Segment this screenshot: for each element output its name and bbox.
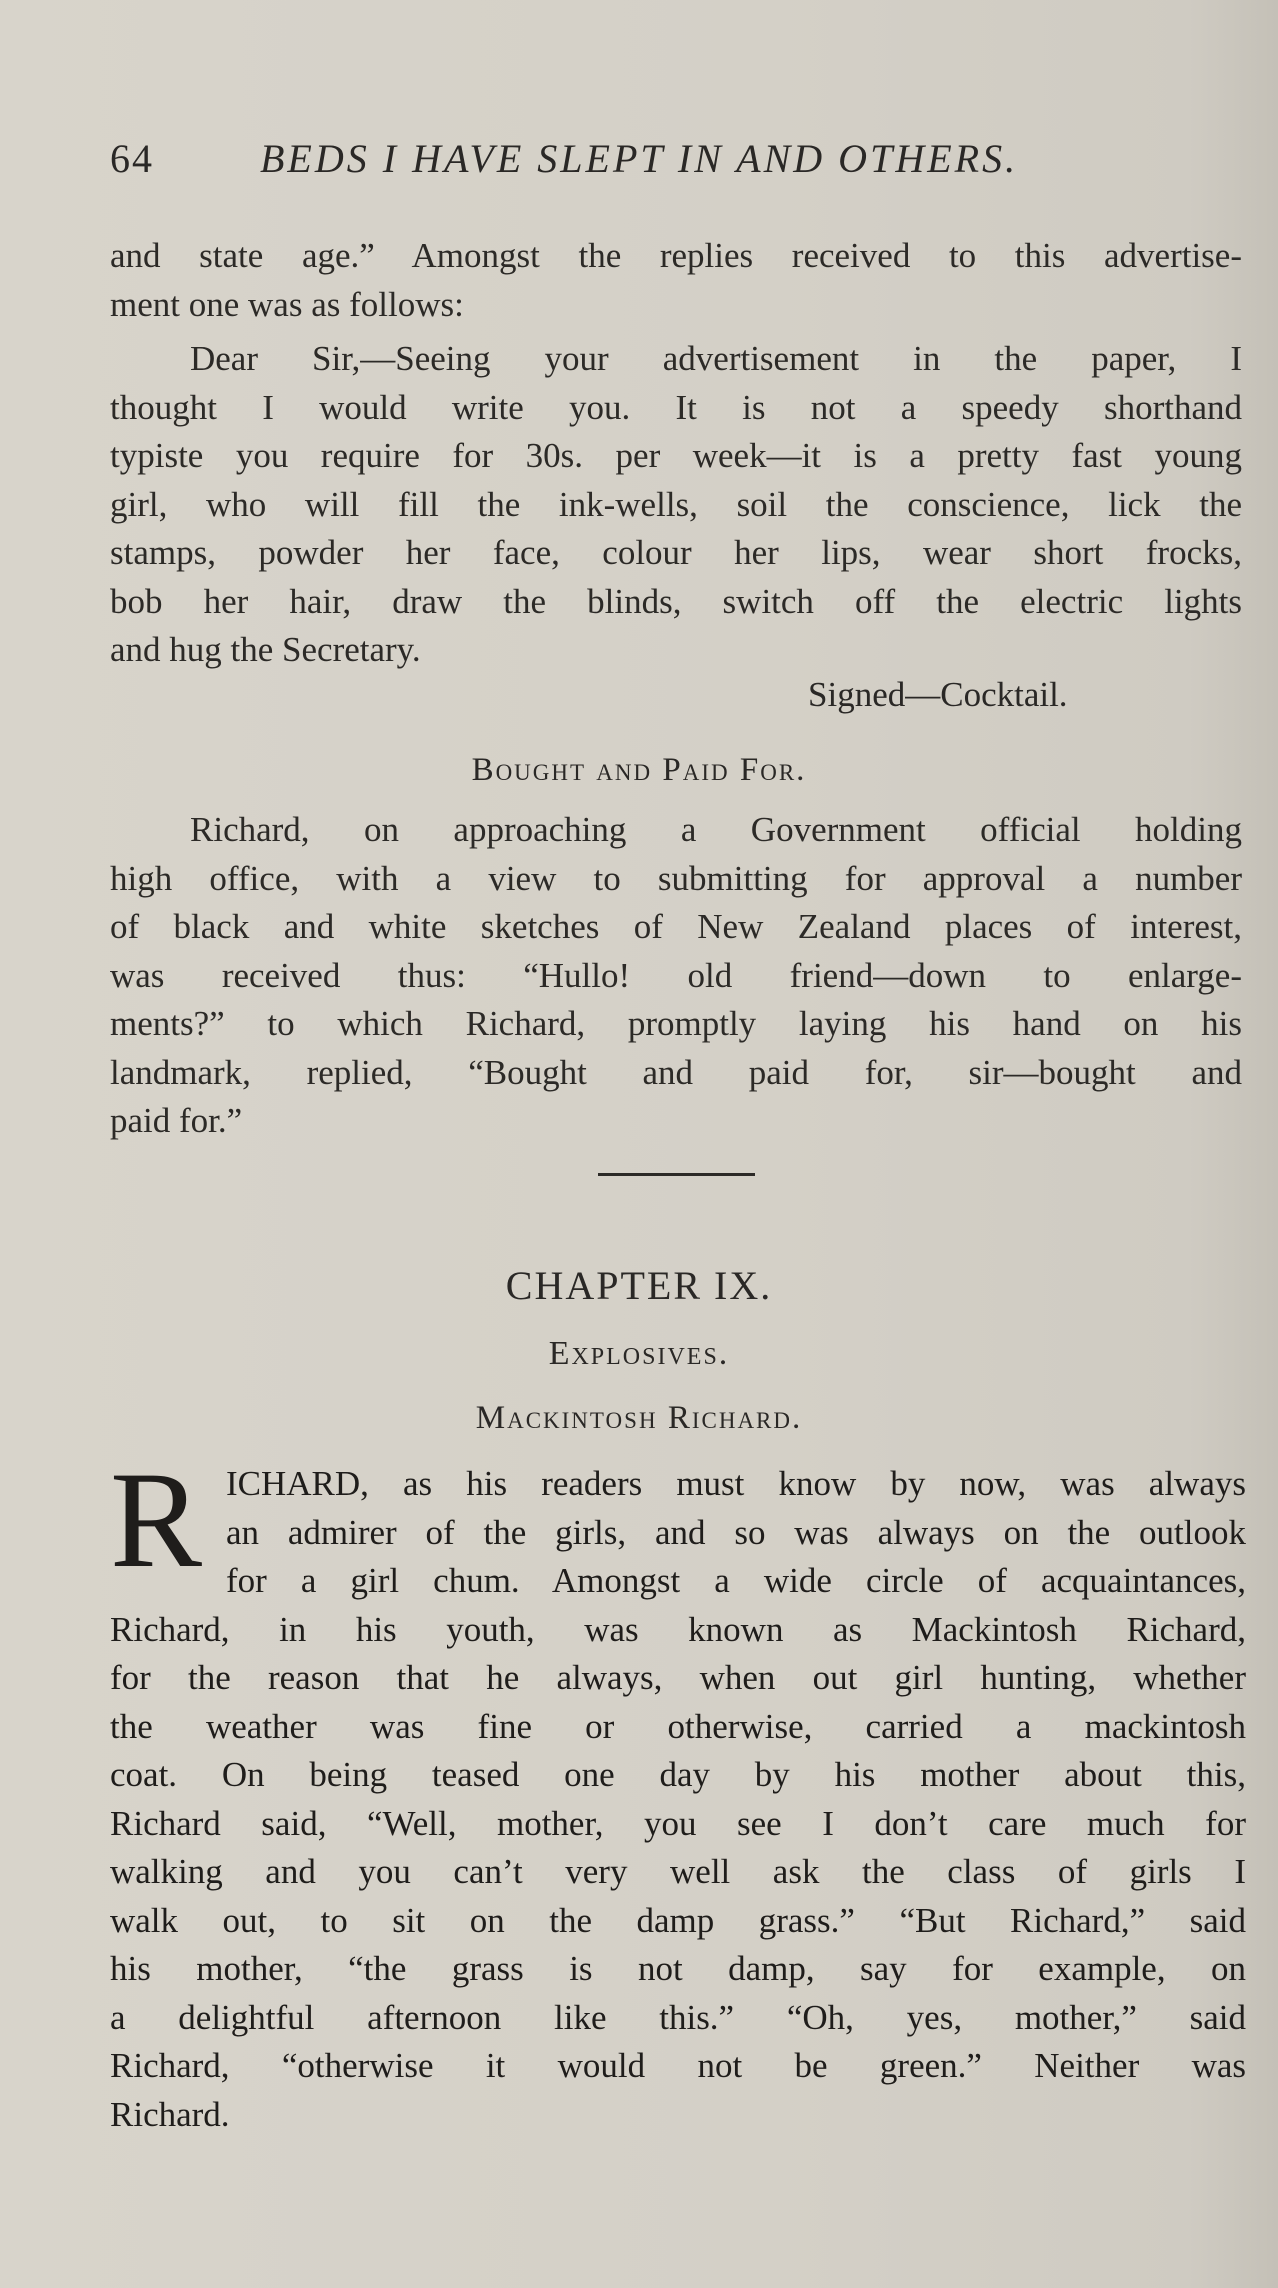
advertisement-paragraph [110,232,1242,329]
text-line: thought I would write you. It is not a speedy shorthand [110,387,1242,427]
text-line: walking and you can’t very well ask the class of girls I [110,1852,1246,1891]
text-line: a delightful afternoon like this.” “Oh, yes, mother,” said [110,1997,1246,2037]
text-line: and hug the Secretary. [110,630,421,669]
text-line: and state age.” Amongst the replies received to this advertise- [110,236,1242,275]
text-line: girl, who will fill the ink-wells, soil the conscience, lick the [110,484,1242,524]
chapter-subtitle: Explosives. [548,1335,730,1372]
text-line: of black and white sketches of New Zealand places of interest, [110,907,1242,946]
text-line: the weather was fine or otherwise, carried a mackintosh [110,1706,1246,1746]
bought-and-paid-paragraph [110,806,1242,1146]
text-line: Richard, in his youth, was known as Mackintosh Richard, [110,1609,1246,1649]
text-line: for a girl chum. Amongst a wide circle of acquaintances, [226,1561,1246,1600]
text-line: Dear Sir,—Seeing your advertisement in the paper, I [190,339,1242,378]
drop-cap: R [110,1443,203,1596]
text-line: walk out, to sit on the damp grass.” “But Richard,” said [110,1900,1246,1940]
text-line: typiste you require for 30s. per week—it is a pretty fast young [110,436,1242,475]
text-line: paid for.” [110,1101,243,1140]
text-line: was received thus: “Hullo! old friend—down to enlarge- [110,955,1242,995]
text-line: for the reason that he always, when out girl hunting, whether [110,1658,1246,1697]
text-line: Richard, on approaching a Government official holding [190,810,1242,849]
section-heading-bought-and-paid-for: Bought and Paid For. [471,752,807,788]
chapter-title: CHAPTER IX. [505,1263,773,1308]
chapter-body [110,1460,1246,2139]
letter-paragraph [110,335,1242,675]
text-line: high office, with a view to submitting for approval a number [110,858,1242,898]
text-line: Richard said, “Well, mother, you see I don’t care much for [110,1803,1246,1843]
text-line: Richard, “otherwise it would not be green.” Neither was [110,2046,1246,2085]
text-line: coat. On being teased one day by his mother about this, [110,1755,1246,1794]
page-header [110,135,1250,185]
text-line: Richard. [110,2094,230,2134]
text-line: ment one was as follows: [110,284,464,324]
page-number: 64 [110,136,154,181]
text-line: his mother, “the grass is not damp, say for example, on [110,1949,1246,1988]
text-line: an admirer of the girls, and so was always on the outlook [226,1512,1246,1552]
text-line: ICHARD, as his readers must know by now, was always [226,1464,1246,1503]
section-divider [598,1173,755,1176]
running-head: BEDS I HAVE SLEPT IN AND OTHERS. [260,136,1019,181]
text-line: landmark, replied, “Bought and paid for, sir—bought and [110,1052,1242,1092]
section-heading-mackintosh-richard: Mackintosh Richard. [475,1400,803,1436]
signature: Signed—Cocktail. [808,675,1068,714]
text-line: bob her hair, draw the blinds, switch off the electric lights [110,581,1242,621]
text-line: stamps, powder her face, colour her lips, wear short frocks, [110,533,1242,572]
text-line: ments?” to which Richard, promptly laying his hand on his [110,1004,1242,1043]
